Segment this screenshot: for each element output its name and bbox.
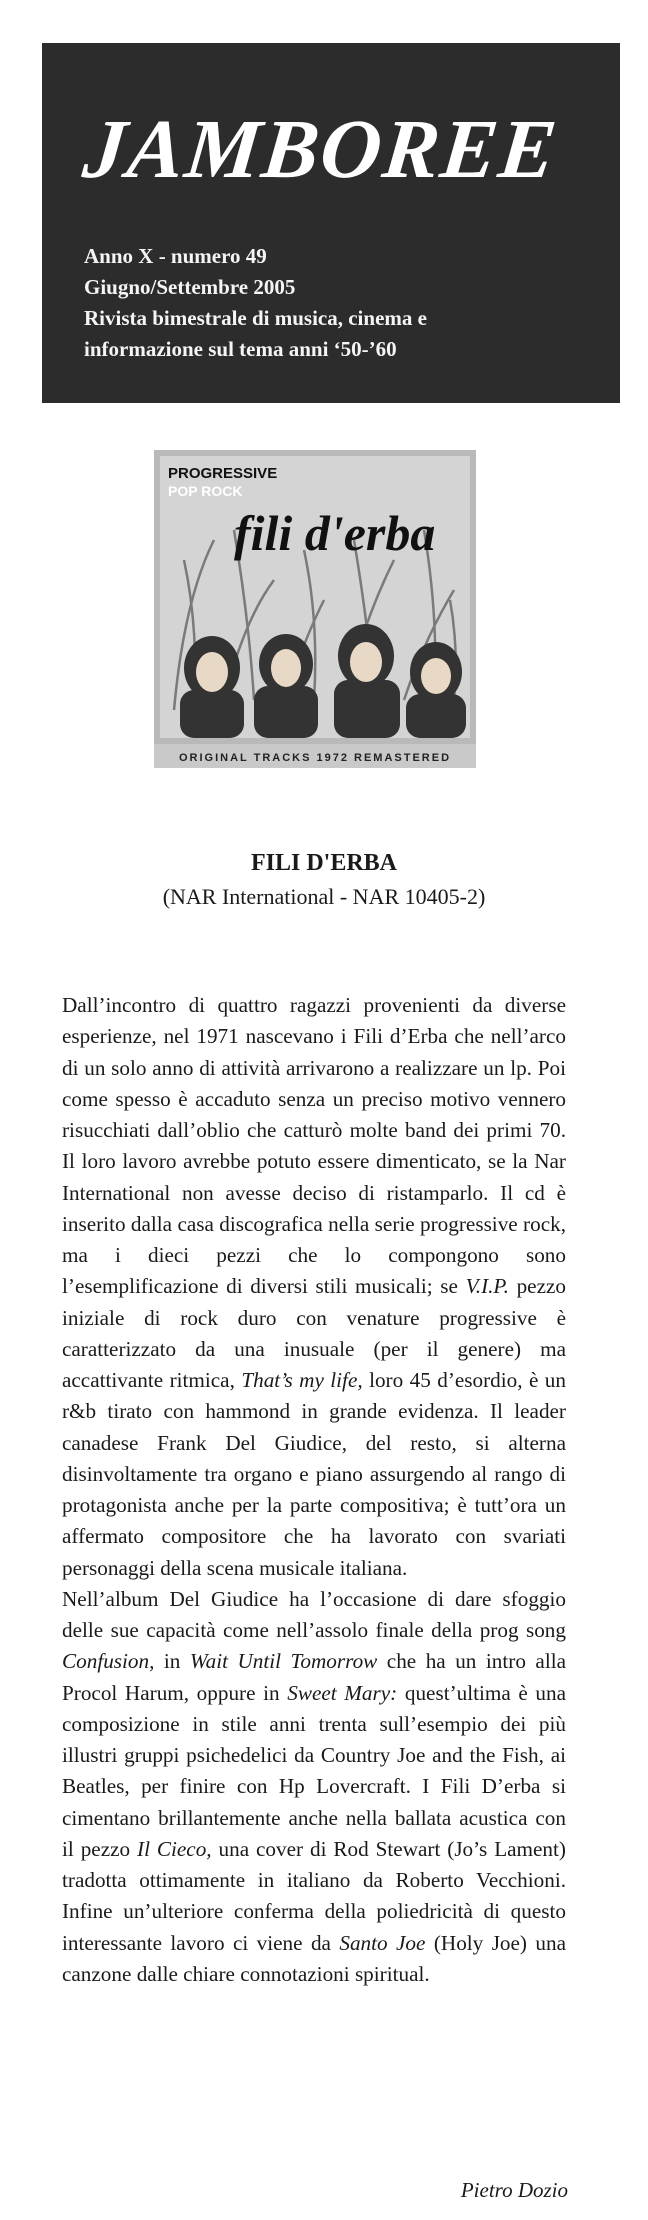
issue-number: Anno X - numero 49 bbox=[84, 244, 267, 268]
cover-band-logo: fili d'erba bbox=[234, 505, 436, 561]
magazine-masthead: JAMBOREE bbox=[79, 103, 563, 196]
text-run: Nell’album Del Giudice ha l’occasione di dare sfoggio delle sue capacità come nell’assolo finale della prog song bbox=[62, 1586, 566, 1642]
text-run: pezzo iniziale di rock duro con venature progressive è caratterizzato da una inusuale (per il genere) ma accattivante ritmica, bbox=[62, 1274, 566, 1392]
song-title-confusion: Confusion, bbox=[62, 1649, 155, 1674]
album-title: FILI D'ERBA bbox=[250, 850, 398, 876]
text-run: loro 45 d’esordio, è un r&b tirato con hammond in grande evidenza. Il leader canadese Frank Del Giudice, del resto, si alterna disinvoltamente tra organo e piano assurgendo al rango di protagonista anche per la parte compositiva; è tutt’ora un affermato compositore che ha lavorato con svariati personaggi della scena musicale italiana. bbox=[62, 1368, 566, 1580]
issue-info bbox=[84, 241, 427, 365]
song-title-il-cieco: Il Cieco, bbox=[137, 1836, 212, 1861]
song-title-sweet-mary: Sweet Mary: bbox=[287, 1680, 398, 1705]
cover-badge-line1: PROGRESSIVE bbox=[168, 465, 278, 482]
review-paragraph-1 bbox=[62, 990, 566, 1584]
text-run: quest’ultima è una composizione in stile anni trenta sull’esempio dei più illustri gruppi psichedelici da Country Joe and the Fish, ai Beatles, per finire con Hp Lovercraft. I Fili D’erba si cimentano brillantemente anche nella ballata acustica con il pezzo bbox=[62, 1680, 566, 1861]
song-title-thats-my-life: That’s my life, bbox=[241, 1368, 363, 1392]
text-run: Dall’incontro di quattro ragazzi provenienti da diverse esperienze, nel 1971 nascevano i Fili d’Erba che nell’arco di un solo anno di attività arrivarono a realizzare un lp. Poi come spesso è accaduto senza un preciso motivo vennero risucchiati dall’oblio che catturò molte band dei primi 70. Il loro lavoro avrebbe potuto essere dimenticato, se la Nar International non avesse deciso di ristamparlo. Il cd è inserito dalla casa discografica nella serie progressive rock, ma i dieci pezzi che lo compongono sono l’esemplificazione di diversi stili musicali; se bbox=[62, 993, 566, 1299]
issue-date: Giugno/Settembre 2005 bbox=[84, 275, 296, 299]
cover-badge-line2: POP ROCK bbox=[168, 483, 243, 499]
magazine-header bbox=[42, 43, 620, 403]
text-run: una cover di Rod Stewart (Jo’s Lament) tradotta ottimamente in italiano da Roberto Vecchioni. Infine un’ulteriore conferma della poliedricità di questo interessante lavoro ci viene da bbox=[62, 1836, 566, 1955]
album-cover-art bbox=[154, 450, 476, 768]
review-paragraph-2 bbox=[62, 1584, 566, 1990]
issue-description-2: informazione sul tema anni ‘50-’60 bbox=[84, 337, 397, 361]
text-run: (Holy Joe) una canzone dalle chiare connotazioni spiritual. bbox=[62, 1930, 566, 1986]
song-title-santo-joe: Santo Joe bbox=[339, 1930, 426, 1955]
song-title-wait-until-tomorrow: Wait Until Tomorrow bbox=[189, 1649, 378, 1674]
song-title-vip: V.I.P. bbox=[465, 1274, 509, 1299]
review-body bbox=[62, 990, 566, 1990]
text-run: in bbox=[154, 1649, 190, 1674]
author-signature: Pietro Dozio bbox=[460, 2178, 568, 2202]
text-run: che ha un intro alla Procol Harum, oppure in bbox=[62, 1649, 566, 1705]
album-cover bbox=[154, 450, 476, 768]
album-label: (NAR International - NAR 10405-2) bbox=[162, 884, 486, 909]
issue-description: Rivista bimestrale di musica, cinema e bbox=[84, 306, 427, 330]
cover-bottom-text: ORIGINAL TRACKS 1972 REMASTERED bbox=[178, 752, 452, 764]
